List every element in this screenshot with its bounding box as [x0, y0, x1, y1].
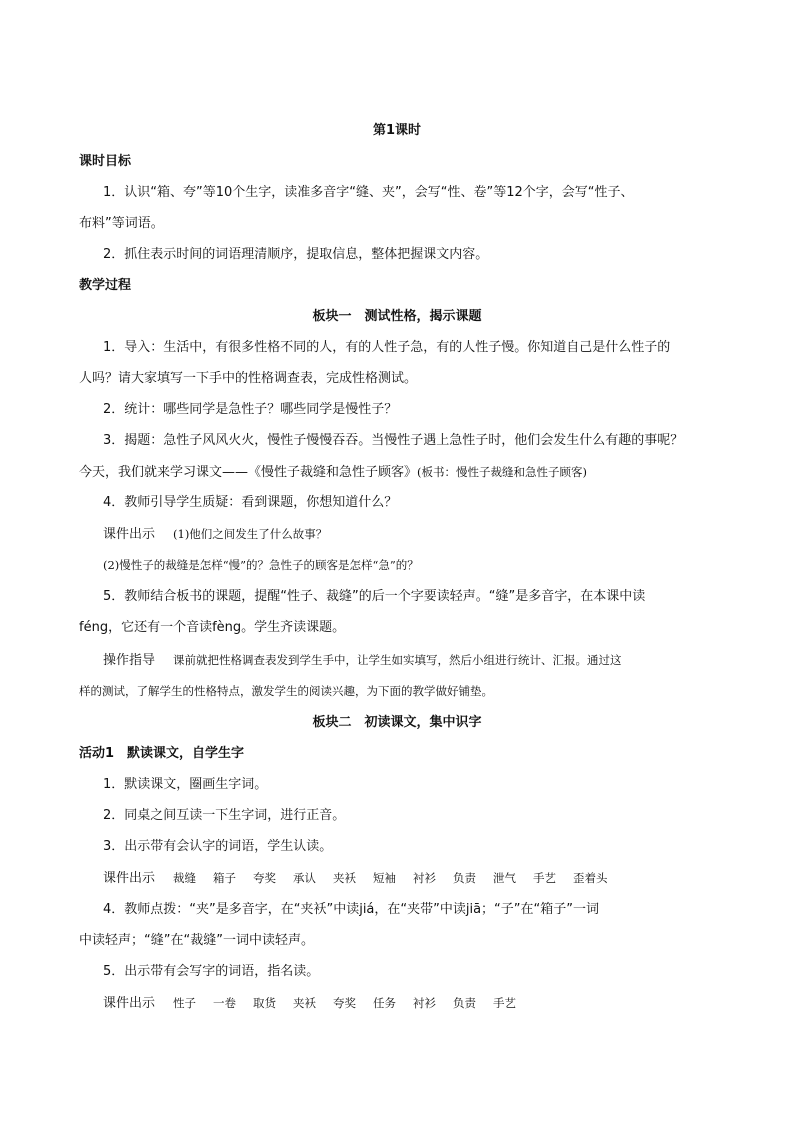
block1-heading: 板块一 测试性格，揭示课题 [312, 309, 482, 324]
word-item: 负责 [453, 996, 477, 1010]
b1-paragraph-5-line-1: 5．教师结合板书的课题，提醒“性子、裁缝”的后一个字要读轻声。“缝”是多音字，在本课中读 [103, 589, 646, 604]
word-item: 夸奖 [253, 871, 277, 885]
word-item: 裁缝 [173, 871, 197, 885]
courseware-label: 课件出示 [103, 527, 156, 542]
words-to-write [173, 996, 516, 1010]
board-note: (板书：慢性子裁缝和急性子顾客) [417, 465, 587, 479]
guide-line-1 [103, 652, 622, 669]
word-item: 手艺 [493, 996, 517, 1010]
words-to-recognize [173, 871, 608, 885]
guide-text-2: 样的测试，了解学生的性格特点，激发学生的阅读兴趣，为下面的教学做好铺垫。 [79, 684, 493, 698]
courseware-question-2: (2)慢性子的裁缝是怎样“慢”的？急性子的顾客是怎样“急”的？ [103, 558, 419, 572]
activity-1-heading: 活动1 默读课文，自学生字 [79, 746, 245, 761]
word-item: 夹袄 [293, 996, 317, 1010]
b1-paragraph-3-line-2 [79, 464, 587, 481]
word-item: 负责 [453, 871, 477, 885]
b1-paragraph-3-line-1: 3．揭题：急性子风风火火，慢性子慢慢吞吞。当慢性子遇上急性子时，他们会发生什么有趣的事呢？ [103, 433, 684, 448]
b2-step-4-line-1: 4．教师点拨：“夹”是多音字，在“夹袄”中读jiá，在“夹带”中读jiā；“子”在“箱子”一词 [103, 902, 599, 917]
word-item: 短袖 [373, 871, 397, 885]
guide-text-1: 课前就把性格调查表发到学生手中，让学生如实填写，然后小组进行统计、汇报。通过这 [173, 653, 622, 667]
courseware-label: 课件出示 [103, 871, 156, 886]
b1-paragraph-1-line-2: 人吗？请大家填写一下手中的性格调查表，完成性格测试。 [79, 371, 418, 386]
words-read-line [103, 870, 608, 887]
word-item: 衬衫 [413, 871, 437, 885]
word-item: 承认 [293, 871, 317, 885]
b1-paragraph-5-line-2: féng，它还有一个音读fèng。学生齐读课题。 [79, 620, 346, 635]
lesson-title: 第1课时 [372, 123, 422, 138]
word-item: 衬衫 [413, 996, 437, 1010]
word-item: 性子 [173, 996, 197, 1010]
courseware-label: 课件出示 [103, 996, 156, 1011]
goals-heading: 课时目标 [79, 154, 132, 169]
word-item: 箱子 [213, 871, 237, 885]
goal-1-line-2: 布料”等词语。 [79, 216, 164, 231]
b2-step-4-line-2: 中读轻声；“缝”在“裁缝”一词中读轻声。 [79, 933, 314, 948]
b1-paragraph-4: 4．教师引导学生质疑：看到课题，你想知道什么？ [103, 495, 398, 510]
b2-step-2: 2．同桌之间互读一下生字词，进行正音。 [103, 808, 346, 823]
b1-courseware-line [103, 526, 327, 543]
word-item: 任务 [373, 996, 397, 1010]
b1-paragraph-3-main: 今天，我们就来学习课文——《慢性子裁缝和急性子顾客》 [79, 465, 418, 480]
goal-2: 2．抓住表示时间的词语理清顺序，提取信息，整体把握课文内容。 [103, 247, 489, 262]
b2-step-1: 1．默读课文，圈画生字词。 [103, 777, 268, 792]
b1-paragraph-1-line-1: 1．导入：生活中，有很多性格不同的人，有的人性子急，有的人性子慢。你知道自己是什么性子的 [103, 340, 671, 355]
words-write-line [103, 995, 516, 1012]
word-item: 歪着头 [573, 871, 608, 885]
courseware-question-1: (1)他们之间发生了什么故事？ [173, 527, 328, 541]
word-item: 夸奖 [333, 996, 357, 1010]
goal-1-line-1: 1．认识“箱、夸”等10个生字，读准多音字“缝、夹”，会写“性、卷”等12个字，会写“性子、 [103, 185, 634, 200]
guide-label: 操作指导 [103, 653, 156, 668]
word-item: 手艺 [533, 871, 557, 885]
word-item: 取货 [253, 996, 277, 1010]
word-item: 夹袄 [333, 871, 357, 885]
b2-step-5: 5．出示带有会写字的词语，指名读。 [103, 964, 320, 979]
process-heading: 教学过程 [79, 278, 132, 293]
b1-paragraph-2: 2．统计：哪些同学是急性子？哪些同学是慢性子？ [103, 402, 398, 417]
word-item: 泄气 [493, 871, 517, 885]
word-item: 一卷 [213, 996, 237, 1010]
b2-step-3: 3．出示带有会认字的词语，学生认读。 [103, 839, 333, 854]
block2-heading: 板块二 初读课文，集中识字 [312, 715, 482, 730]
